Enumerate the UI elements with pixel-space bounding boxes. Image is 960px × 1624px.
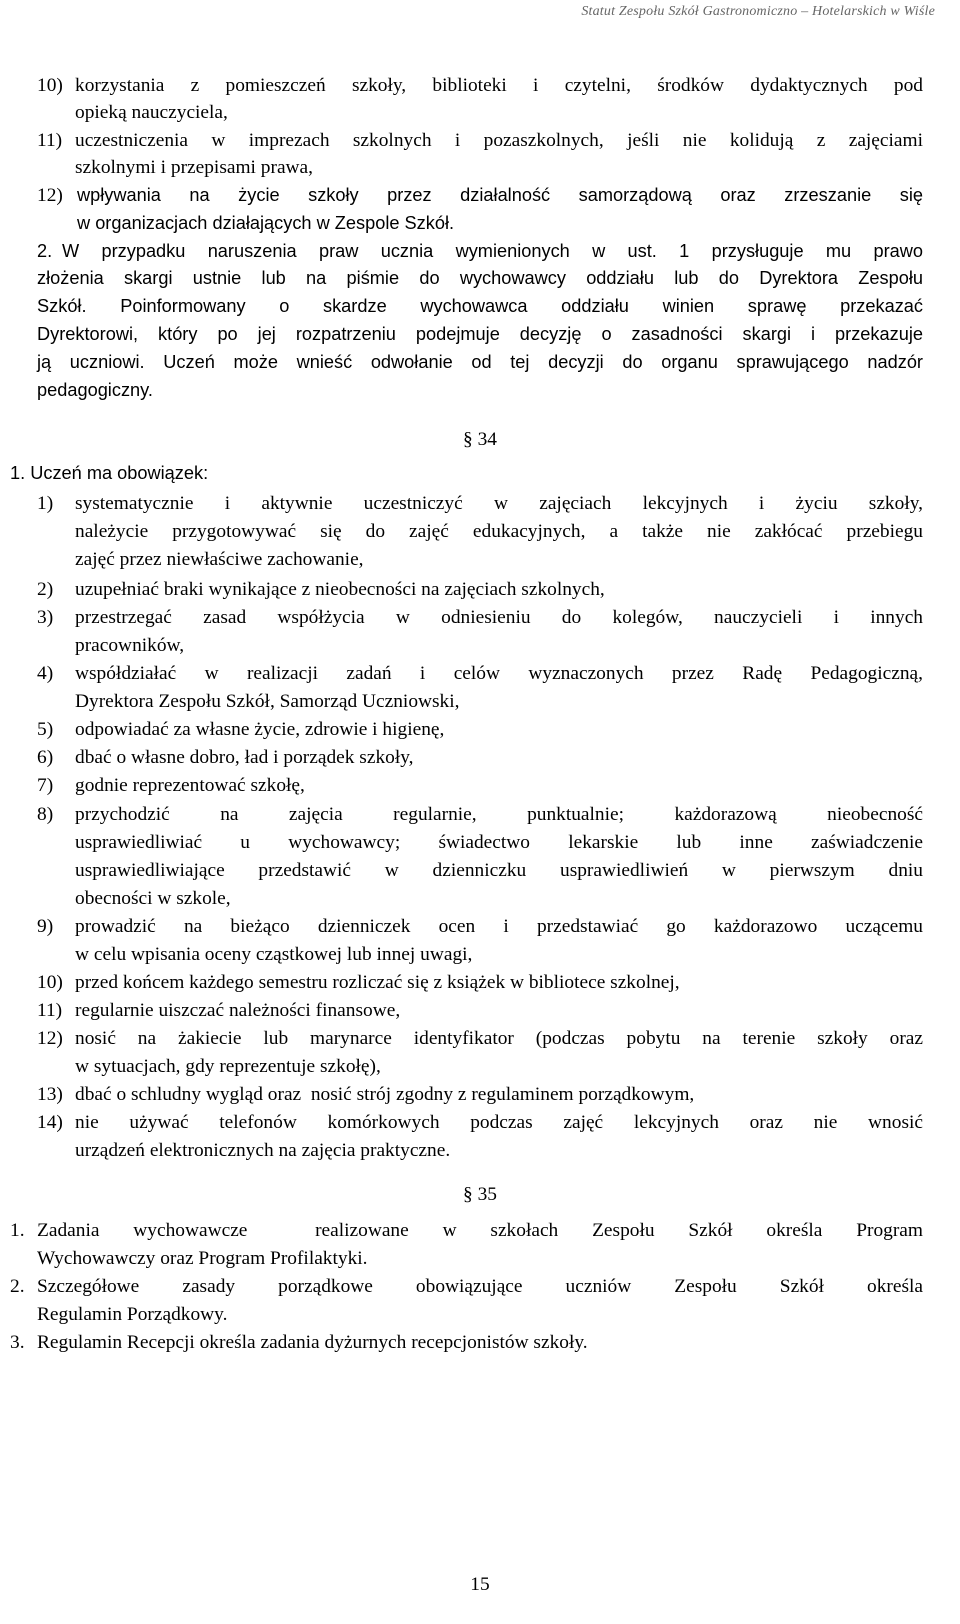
list-item: 12) wpływania na życie szkoły przez działalność samorządową oraz zrzeszanie się <box>37 185 923 206</box>
list-item: 12) nosić na żakiecie lub marynarce identyfikator (podczas pobytu na terenie szkoły oraz <box>37 1028 923 1049</box>
list-item-cont: należycie przygotowywać się do zajęć edukacyjnych, a także nie zakłócać przebiegu <box>75 521 923 542</box>
list-item: 3) przestrzegać zasad współżycia w odniesieniu do kolegów, nauczycieli i innych <box>37 607 923 628</box>
paragraph-line: pedagogiczny. <box>37 380 153 400</box>
list-item-cont: w organizacjach działających w Zespole Szkół. <box>77 213 455 233</box>
list-item-cont: szkolnymi i przepisami prawa, <box>75 157 314 178</box>
list-item-cont: Dyrektora Zespołu Szkół, Samorząd Uczniowski, <box>75 691 460 712</box>
list-item-cont: usprawiedliwiać u wychowawcy; świadectwo lekarskie lub inne zaświadczenie <box>75 832 923 853</box>
paragraph-line: Dyrektorowi, który po jej rozpatrzeniu podejmuje decyzję o zasadności skargi i przekazuje <box>37 324 923 344</box>
paragraph-2: 2. W przypadku naruszenia praw ucznia wymienionych w ust. 1 przysługuje mu prawo <box>37 241 923 261</box>
paragraph-line: ją uczniowi. Uczeń może wnieść odwołanie od tej decyzji do organu sprawującego nadzór <box>37 352 923 372</box>
list-item-cont: usprawiedliwiające przedstawić w dzienniczku usprawiedliwień w pierwszym dniu <box>75 860 923 881</box>
list-item: 1) systematycznie i aktywnie uczestniczyć w zajęciach lekcyjnych i życiu szkoły, <box>37 493 923 514</box>
list-item: 11) regularnie uiszczać należności finansowe, <box>37 1000 401 1021</box>
list-item: 13) dbać o schludny wygląd oraz nosić strój zgodny z regulaminem porządkowym, <box>37 1084 695 1105</box>
list-item: 9) prowadzić na bieżąco dzienniczek ocen i przedstawiać go każdorazowo uczącemu <box>37 916 923 937</box>
section-heading: § 34 <box>463 429 497 450</box>
list-item: 14) nie używać telefonów komórkowych podczas zajęć lekcyjnych oraz nie wnosić <box>37 1112 923 1133</box>
list-item: 7) godnie reprezentować szkołę, <box>37 775 305 796</box>
list-item: 2. Szczegółowe zasady porządkowe obowiązujące uczniów Zespołu Szkół określa <box>10 1276 923 1297</box>
list-item: 10) przed końcem każdego semestru rozliczać się z książek w bibliotece szkolnej, <box>37 972 680 993</box>
list-item-cont: opieką nauczyciela, <box>75 102 228 123</box>
list-item-cont: w sytuacjach, gdy reprezentuje szkołę), <box>75 1056 381 1077</box>
list-item-cont: urządzeń elektronicznych na zajęcia praktyczne. <box>75 1140 451 1161</box>
list-item: 10) korzystania z pomieszczeń szkoły, biblioteki i czytelni, środków dydaktycznych pod <box>37 75 923 96</box>
list-item: 6) dbać o własne dobro, ład i porządek szkoły, <box>37 747 414 768</box>
list-item: 4) współdziałać w realizacji zadań i celów wyznaczonych przez Radę Pedagogiczną, <box>37 663 923 684</box>
list-item: 11) uczestniczenia w imprezach szkolnych i pozaszkolnych, jeśli nie kolidują z zajęciami <box>37 130 923 151</box>
page-header: Statut Zespołu Szkół Gastronomiczno – Hotelarskich w Wiśle <box>581 4 935 19</box>
section-intro: 1. Uczeń ma obowiązek: <box>10 463 209 483</box>
list-item-cont: Wychowawczy oraz Program Profilaktyki. <box>37 1248 368 1269</box>
section-heading: § 35 <box>463 1184 497 1205</box>
list-item-cont: pracowników, <box>75 635 185 656</box>
list-item: 1. Zadania wychowawcze realizowane w szkołach Zespołu Szkół określa Program <box>10 1220 923 1241</box>
page-number: 15 <box>470 1574 490 1595</box>
list-item: 5) odpowiadać za własne życie, zdrowie i higienę, <box>37 719 445 740</box>
list-item: 2) uzupełniać braki wynikające z nieobecności na zajęciach szkolnych, <box>37 579 605 600</box>
list-item-cont: w celu wpisania oceny cząstkowej lub innej uwagi, <box>75 944 473 965</box>
paragraph-line: Szkół. Poinformowany o skardze wychowawca oddziału winien sprawę przekazać <box>37 296 923 316</box>
list-item-cont: zajęć przez niewłaściwe zachowanie, <box>75 549 364 570</box>
paragraph-line: złożenia skargi ustnie lub na piśmie do wychowawcy oddziału lub do Dyrektora Zespołu <box>37 268 923 288</box>
list-item: 8) przychodzić na zajęcia regularnie, punktualnie; każdorazową nieobecność <box>37 804 923 825</box>
list-item: 3. Regulamin Recepcji określa zadania dyżurnych recepcjonistów szkoły. <box>10 1332 588 1353</box>
list-item-cont: obecności w szkole, <box>75 888 231 909</box>
list-item-cont: Regulamin Porządkowy. <box>37 1304 228 1325</box>
